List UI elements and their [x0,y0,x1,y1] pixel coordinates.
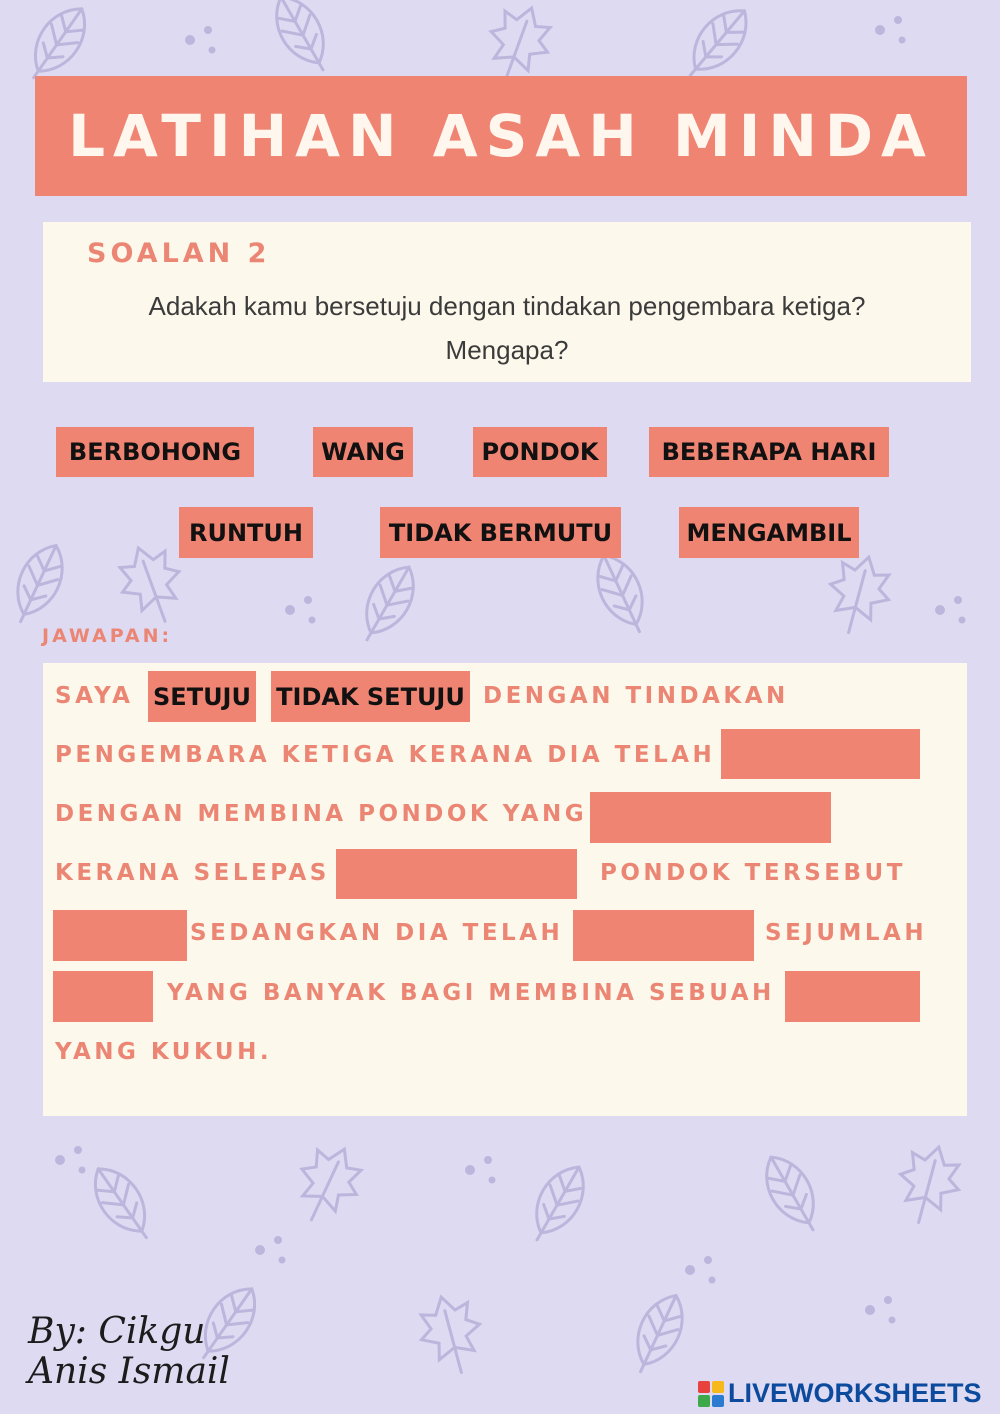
liveworksheets-logo-icon [698,1381,724,1407]
word-chip-tidak-bermutu[interactable]: TIDAK BERMUTU [380,507,621,558]
answer-text-dengan-membina: DENGAN MEMBINA PONDOK YANG [55,801,588,827]
question-panel [43,222,971,382]
question-text [73,284,941,372]
answer-blank-2[interactable] [590,792,831,843]
option-tidak-setuju[interactable]: TIDAK SETUJU [271,671,470,722]
signature-line-1: By: Cikgu [28,1311,206,1352]
answer-blank-5[interactable] [573,910,754,961]
answer-text-sedangkan: SEDANGKAN DIA TELAH [190,920,564,946]
answer-text-kerana-selepas: KERANA SELEPAS [55,860,330,886]
answer-text-saya: SAYA [55,683,134,709]
answer-text-dengan-tindakan: DENGAN TINDAKAN [483,683,789,709]
answer-label: JAWAPAN: [42,625,173,647]
word-chip-beberapa-hari[interactable]: BEBERAPA HARI [649,427,889,477]
answer-text-yang-banyak: YANG BANYAK BAGI MEMBINA SEBUAH [167,980,775,1006]
word-chip-mengambil[interactable]: MENGAMBIL [679,507,859,558]
answer-blank-7[interactable] [785,971,920,1022]
title-banner [35,76,967,196]
question-number: SOALAN 2 [87,238,271,269]
answer-text-sejumlah: SEJUMLAH [765,920,928,946]
answer-text-pengembara-ketiga: PENGEMBARA KETIGA KERANA DIA TELAH [55,742,716,768]
answer-text-yang-kukuh: YANG KUKUH. [55,1039,273,1065]
word-chip-runtuh[interactable]: RUNTUH [179,507,313,558]
brand-name: LIVEWORKSHEETS [728,1378,982,1408]
question-line-2: Mengapa? [445,335,569,365]
option-setuju[interactable]: SETUJU [148,671,256,722]
page-title: LATIHAN ASAH MINDA [68,102,934,170]
word-chip-berbohong[interactable]: BERBOHONG [56,427,254,477]
signature-line-2: Anis Ismail [28,1351,230,1392]
word-chip-pondok[interactable]: PONDOK [473,427,607,477]
question-line-1: Adakah kamu bersetuju dengan tindakan pengembara ketiga? [148,291,866,321]
liveworksheets-brand[interactable] [698,1378,982,1409]
answer-blank-4[interactable] [53,910,187,961]
answer-blank-3[interactable] [336,849,577,899]
answer-text-pondok-tersebut: PONDOK TERSEBUT [600,860,906,886]
answer-blank-1[interactable] [721,729,920,779]
answer-blank-6[interactable] [53,971,153,1022]
word-chip-wang[interactable]: WANG [313,427,413,477]
author-signature [28,1312,230,1392]
